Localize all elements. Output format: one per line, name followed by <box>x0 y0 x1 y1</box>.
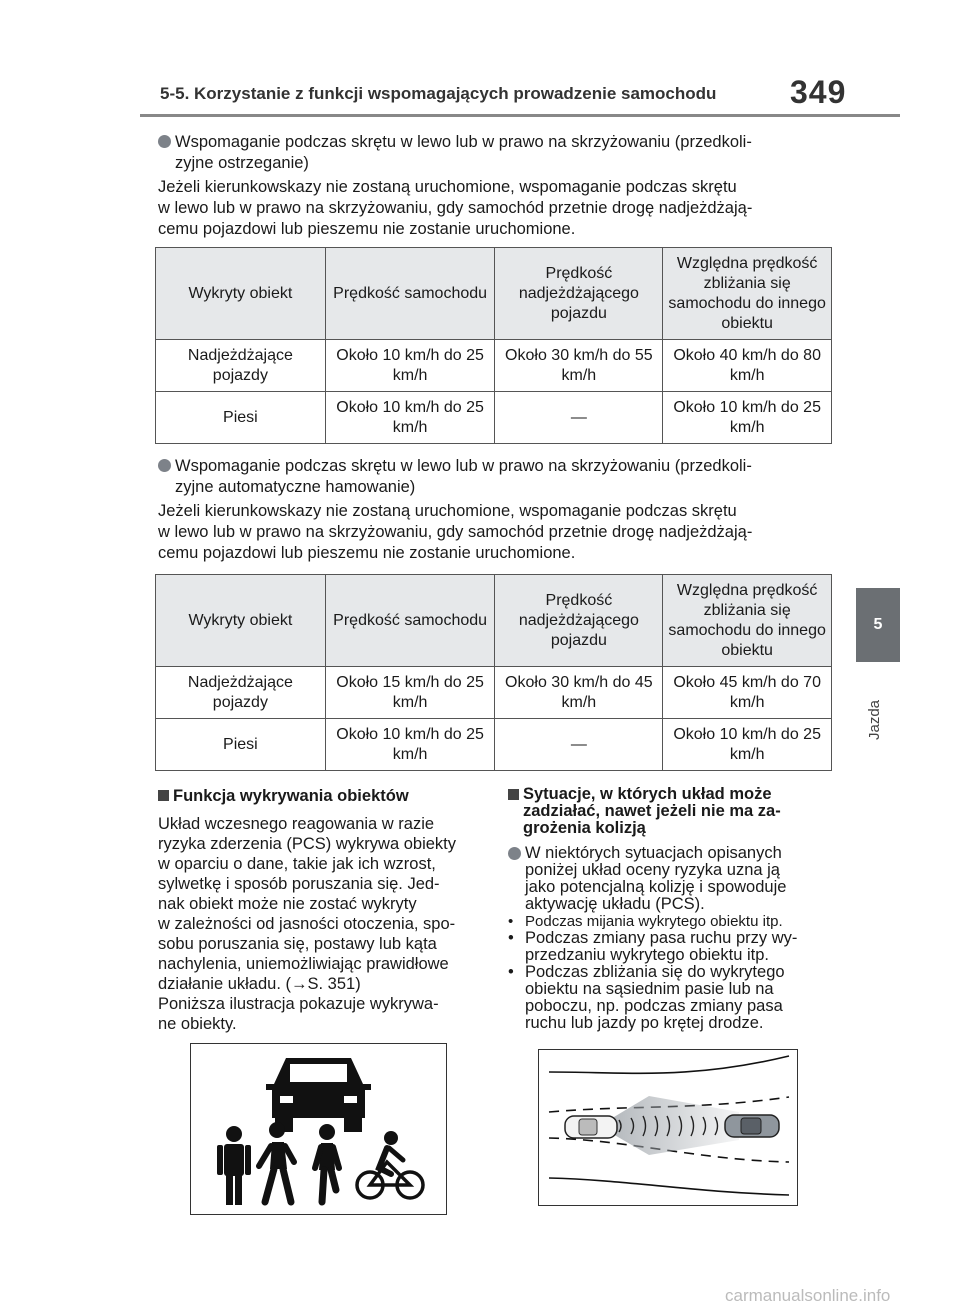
body-line: Układ wczesnego reagowania w razie <box>158 815 435 833</box>
table-cell: Około 10 km/h do 25 km/h <box>663 719 832 771</box>
table-header: Prędkość samochodu <box>325 248 495 340</box>
bullet-dot-icon: • <box>508 929 514 947</box>
list-item-line: ruchu lub jazdy po krętej drodze. <box>525 1014 764 1032</box>
curved-road-illustration <box>538 1049 798 1206</box>
body-line: W niektórych sytuacjach opisanych <box>525 844 782 862</box>
table-header: Wykryty obiekt <box>156 248 326 340</box>
table-header: Wykryty obiekt <box>156 575 326 667</box>
table-cell: Piesi <box>156 719 326 771</box>
body-line: Poniższa ilustracja pokazuje wykrywa- <box>158 995 439 1013</box>
detected-objects-illustration <box>190 1043 447 1215</box>
table-row <box>156 392 832 444</box>
pedestrian-standing-icon <box>217 1126 251 1205</box>
table-row <box>156 340 832 392</box>
bullet-dot-icon <box>158 459 171 472</box>
table-cell: Około 10 km/h do 25 km/h <box>325 392 495 444</box>
watermark: carmanualsonline.info <box>725 1286 891 1305</box>
bullet-block-2 <box>158 456 838 498</box>
speed-table-1 <box>155 247 832 444</box>
square-bullet-icon <box>508 789 519 800</box>
paragraph-2 <box>158 501 838 564</box>
section-heading: Sytuacje, w których układ może <box>523 785 772 803</box>
table-header: Względna prędkość zbliżania się samochodu do innego obiektu <box>663 575 832 667</box>
table-cell: — <box>495 719 663 771</box>
table-cell: Około 10 km/h do 25 km/h <box>325 340 495 392</box>
table-row <box>156 719 832 771</box>
body-line: działanie układu. (→S. 351) <box>158 975 361 993</box>
body-line: nachylenia, uniemożliwiając prawidłowe <box>158 955 449 973</box>
paragraph-line: cemu pojazdowi lub pieszemu nie zostanie uruchomione. <box>158 544 576 562</box>
body-line: sobu poruszania się, postawy lub kąta <box>158 935 437 953</box>
section-heading: Funkcja wykrywania obiektów <box>173 787 409 805</box>
list-item-line: poboczu, np. podczas zmiany pasa <box>525 997 783 1015</box>
list-item-line: Podczas mijania wykrytego obiektu itp. <box>525 913 783 930</box>
bullet-dot-icon <box>508 847 521 860</box>
detection-section <box>158 786 488 1034</box>
body-line: aktywację układu (PCS). <box>525 895 705 913</box>
list-item <box>508 913 848 930</box>
paragraph-line: Jeżeli kierunkowskazy nie zostaną uruchomione, wspomaganie podczas skrętu <box>158 178 737 196</box>
table-cell: Nadjeżdżające pojazdy <box>156 667 326 719</box>
list-item <box>508 964 848 1032</box>
body-line: ne obiekty. <box>158 1015 237 1033</box>
speed-table-2 <box>155 574 832 771</box>
table-header: Prędkość nadjeżdżającego pojazdu <box>495 248 663 340</box>
page-number: 349 <box>790 74 847 110</box>
pedestrian-running-icon <box>315 1124 339 1202</box>
cyclist-icon <box>357 1131 423 1198</box>
body-line: sylwetkę i sposób poruszania się. Jed- <box>158 875 440 893</box>
list-item-line: przedzaniu wykrytego obiektu itp. <box>525 946 769 964</box>
table-cell: Około 10 km/h do 25 km/h <box>325 719 495 771</box>
table-cell: Około 30 km/h do 55 km/h <box>495 340 663 392</box>
bullet-line: zyjne ostrzeganie) <box>175 154 309 172</box>
header-rule <box>140 114 900 117</box>
table-header: Prędkość samochodu <box>325 575 495 667</box>
list-item-line: obiektu na sąsiednim pasie lub na <box>525 980 774 998</box>
list-item-line: Podczas zmiany pasa ruchu przy wy- <box>525 929 798 947</box>
table-cell: Około 40 km/h do 80 km/h <box>663 340 832 392</box>
situations-section <box>508 786 848 1032</box>
table-cell: Około 45 km/h do 70 km/h <box>663 667 832 719</box>
list-item <box>508 930 848 964</box>
table-cell: Około 15 km/h do 25 km/h <box>325 667 495 719</box>
paragraph-line: w lewo lub w prawo na skrzyżowaniu, gdy samochód przetnie drogę nadjeżdżają- <box>158 523 753 541</box>
pedestrian-walking-icon <box>259 1122 294 1202</box>
bullet-dot-icon: • <box>508 913 514 930</box>
body-line: nak obiekt może nie zostać wykryty <box>158 895 417 913</box>
target-car-icon <box>725 1115 779 1137</box>
section-heading: grożenia kolizją <box>523 819 646 837</box>
bullet-block-1 <box>158 132 838 174</box>
chapter-tab: 5 <box>856 588 900 662</box>
curved-road-svg <box>539 1050 797 1205</box>
table-cell: Około 30 km/h do 45 km/h <box>495 667 663 719</box>
detected-objects-svg <box>191 1044 446 1214</box>
table-cell: Nadjeżdżające pojazdy <box>156 340 326 392</box>
table-header: Względna prędkość zbliżania się samochodu do innego obiektu <box>663 248 832 340</box>
body-line: jako potencjalną kolizję i spowoduje <box>525 878 787 896</box>
table-header: Prędkość nadjeżdżającego pojazdu <box>495 575 663 667</box>
section-heading: zadziałać, nawet jeżeli nie ma za- <box>523 802 781 820</box>
body-line: ryzyka zderzenia (PCS) wykrywa obiekty <box>158 835 456 853</box>
list-item-line: Podczas zbliżania się do wykrytego <box>525 963 785 981</box>
road-edge-top <box>549 1056 789 1073</box>
bullet-dot-icon: • <box>508 963 514 981</box>
body-line: w oparciu o dane, takie jak ich wzrost, <box>158 855 436 873</box>
body-line: w zależności od jasności otoczenia, spo- <box>158 915 456 933</box>
road-edge-bottom <box>549 1178 789 1195</box>
paragraph-line: w lewo lub w prawo na skrzyżowaniu, gdy samochód przetnie drogę nadjeżdżają- <box>158 199 753 217</box>
bullet-line: Wspomaganie podczas skrętu w lewo lub w prawo na skrzyżowaniu (przedkoli- <box>175 133 752 151</box>
paragraph-line: Jeżeli kierunkowskazy nie zostaną uruchomione, wspomaganie podczas skrętu <box>158 502 737 520</box>
table-row <box>156 667 832 719</box>
body-line: poniżej układ oceny ryzyka uzna ją <box>525 861 780 879</box>
chapter-label: Jazda <box>866 699 883 740</box>
paragraph-1 <box>158 177 838 240</box>
paragraph-line: cemu pojazdowi lub pieszemu nie zostanie uruchomione. <box>158 220 576 238</box>
bullet-dot-icon <box>158 135 171 148</box>
section-title: 5-5. Korzystanie z funkcji wspomagających prowadzenie samochodu <box>160 84 717 103</box>
bullet-line: zyjne automatyczne hamowanie) <box>175 478 416 496</box>
own-car-icon <box>565 1116 617 1138</box>
bullet-line: Wspomaganie podczas skrętu w lewo lub w prawo na skrzyżowaniu (przedkoli- <box>175 457 752 475</box>
car-icon <box>266 1058 371 1132</box>
square-bullet-icon <box>158 790 169 801</box>
table-cell: Piesi <box>156 392 326 444</box>
table-cell: — <box>495 392 663 444</box>
table-cell: Około 10 km/h do 25 km/h <box>663 392 832 444</box>
